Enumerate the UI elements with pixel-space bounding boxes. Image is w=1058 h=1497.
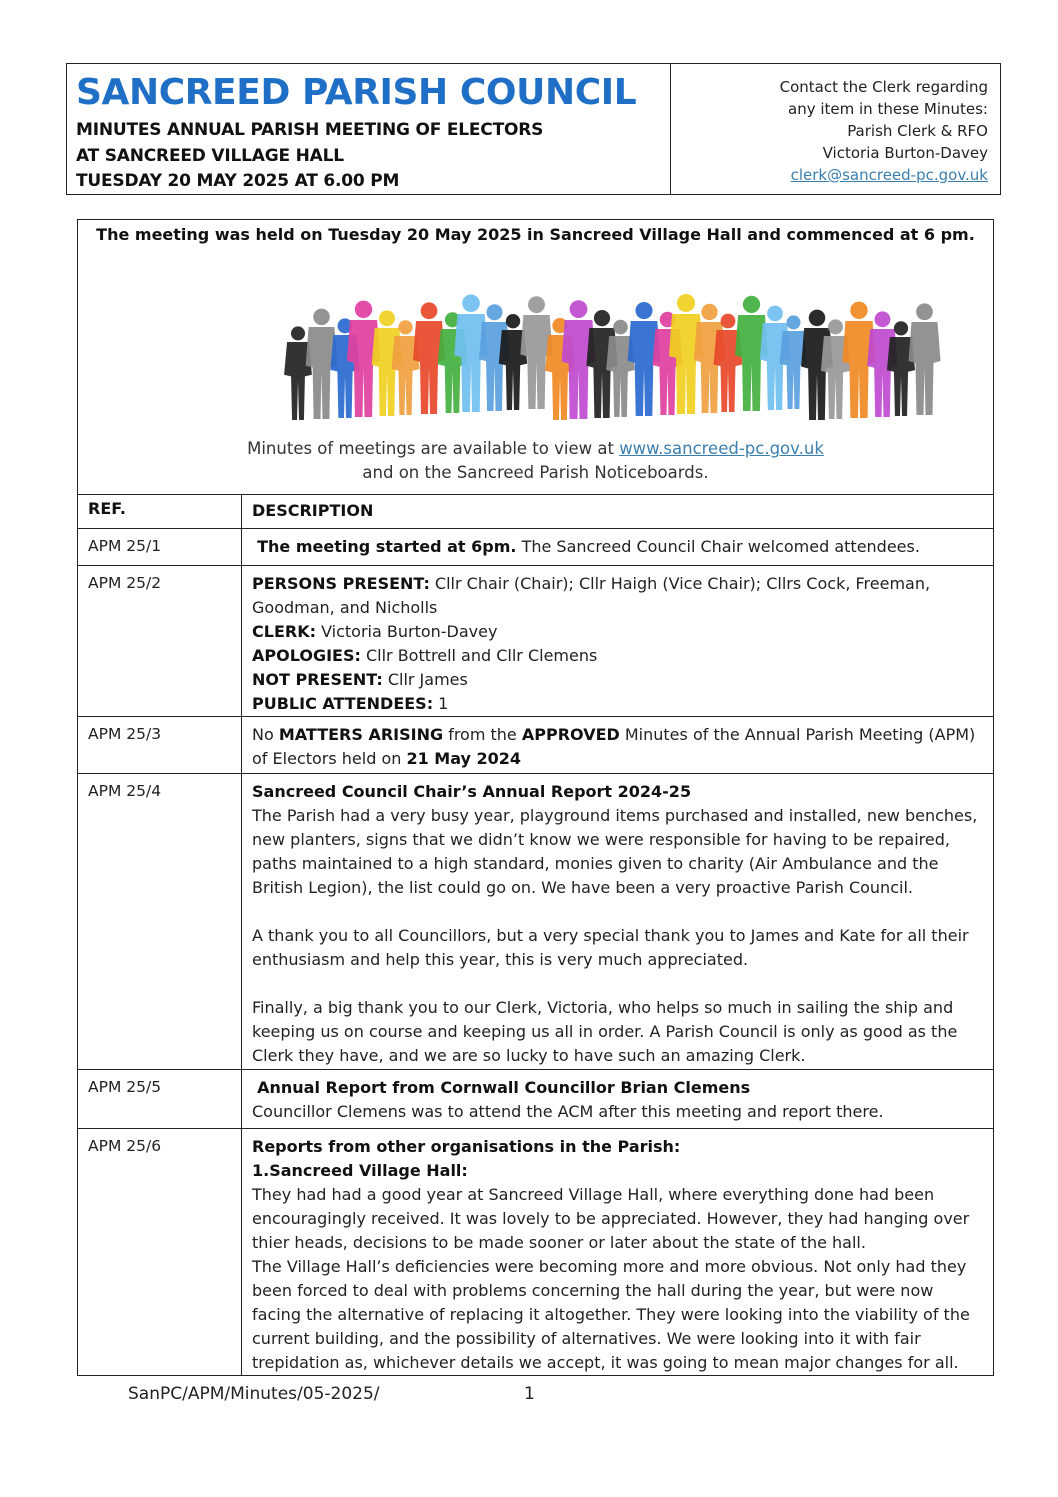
village-hall-subheading: 1.Sancreed Village Hall: [252, 1161, 468, 1180]
chair-report-paragraph-2: A thank you to all Councillors, but a very special thank you to James and Kate for all their enthusiasm and help this year, this is very much appreciated. [252, 926, 969, 969]
row-description [242, 566, 994, 717]
public-attendees-text: 1 [433, 694, 449, 713]
row-description [242, 1129, 994, 1376]
contact-line-3: Parish Clerk & RFO [847, 122, 988, 140]
page-number: 1 [524, 1384, 535, 1404]
contact-line-4: Victoria Burton-Davey [822, 144, 988, 162]
clerk-label: CLERK: [252, 622, 316, 641]
column-header-description: DESCRIPTION [242, 495, 994, 529]
intro-cell [78, 220, 994, 495]
table-row [78, 1070, 994, 1129]
bold-text: MATTERS ARISING [278, 725, 444, 744]
meeting-intro: The meeting was held on Tuesday 20 May 2025 in Sancreed Village Hall and commenced at 6 pm. [96, 225, 975, 244]
header-line-2: AT SANCREED VILLAGE HALL [76, 145, 344, 166]
row-description [242, 529, 994, 566]
table-row [78, 717, 994, 774]
bold-text: The meeting started at 6pm. [257, 537, 517, 556]
header-title-block [67, 64, 671, 194]
not-present-text: Cllr James [382, 670, 468, 689]
row-ref: APM 25/3 [78, 717, 242, 774]
body-text: No [252, 725, 279, 744]
apologies-label: APOLOGIES: [252, 646, 361, 665]
table-row [78, 529, 994, 566]
contact-block [671, 64, 1000, 194]
chair-report-heading: Sancreed Council Chair’s Annual Report 2024-25 [252, 782, 692, 801]
noticeboards-line: and on the Sancreed Parish Noticeboards. [362, 463, 709, 482]
cornwall-report-heading: Annual Report from Cornwall Councillor Brian Clemens [257, 1078, 751, 1097]
row-description [242, 717, 994, 774]
minutes-table [77, 219, 994, 1376]
clerk-text: Victoria Burton-Davey [315, 622, 498, 641]
council-name: SANCREED PARISH COUNCIL [76, 72, 637, 113]
row-ref: APM 25/6 [78, 1129, 242, 1376]
person-figure [908, 303, 940, 415]
table-header-row [78, 495, 994, 529]
header-line-3: TUESDAY 20 MAY 2025 AT 6.00 PM [76, 171, 400, 191]
chair-report-paragraph-3: Finally, a big thank you to our Clerk, Victoria, who helps so much in sailing the ship and keeping us on course and keeping us all in order. A Parish Council is only as good as the Clerk they have, and we are so lucky to have such an amazing Clerk. [252, 998, 958, 1065]
row-ref: APM 25/1 [78, 529, 242, 566]
crowd-illustration [238, 270, 978, 430]
minutes-availability-line [78, 437, 993, 461]
cornwall-report-text: Councillor Clemens was to attend the ACM after this meeting and report there. [252, 1102, 884, 1121]
row-ref: APM 25/4 [78, 774, 242, 1070]
table-row [78, 566, 994, 717]
body-text: from the [443, 725, 522, 744]
contact-line-2: any item in these Minutes: [788, 100, 988, 118]
persons-present-label: PERSONS PRESENT: [252, 574, 430, 593]
persons-present-text: Cllr Chair (Chair); Cllr Haigh (Vice Chair); Cllrs Cock, Freeman, Goodman, and Nicholls [252, 574, 931, 617]
bold-text: 21 May 2024 [406, 749, 522, 768]
other-reports-heading: Reports from other organisations in the Parish: [252, 1137, 681, 1156]
village-hall-paragraph-2: The Village Hall’s deficiencies were becoming more and more obvious. Not only had they been forced to deal with problems concerning the hall during the year, but were now facing the alternative of replacing it altogether. They were looking into the viability of the current building, and the possibility of alternatives. We were looking into it with fair trepidation as, whichever details we accept, it was going to mean major changes for all. [252, 1257, 970, 1372]
not-present-label: NOT PRESENT: [252, 670, 383, 689]
website-link[interactable]: www.sancreed-pc.gov.uk [619, 439, 824, 458]
header-line-1: MINUTES ANNUAL PARISH MEETING OF ELECTORS [76, 120, 544, 140]
row-ref: APM 25/5 [78, 1070, 242, 1129]
table-row [78, 1129, 994, 1376]
bold-text: APPROVED [521, 725, 620, 744]
public-attendees-label: PUBLIC ATTENDEES: [252, 694, 434, 713]
contact-line-1: Contact the Clerk regarding [779, 78, 988, 96]
document-reference: SanPC/APM/Minutes/05-2025/ [128, 1384, 380, 1404]
chair-report-paragraph-1: The Parish had a very busy year, playground items purchased and installed, new benches, new planters, signs that we didn’t know we were responsible for having to be repaired, paths maintained to a high standard, monies given to charity (Air Ambulance and the British Legion), the list could go on. We have been a very proactive Parish Council. [252, 806, 978, 897]
column-header-ref: REF. [78, 495, 242, 529]
minutes-availability-text: Minutes of meetings are available to view at [247, 439, 620, 458]
body-text: Minutes of the Annual Parish Meeting (APM) of Electors held on [252, 725, 976, 768]
body-text: The Sancreed Council Chair welcomed attendees. [516, 537, 920, 556]
table-row [78, 774, 994, 1070]
village-hall-paragraph-1: They had had a good year at Sancreed Village Hall, where everything done had been encouragingly received. It was lovely to be appreciated. However, they had hanging over thier heads, decisions to be made sooner or later about the state of the hall. [252, 1185, 970, 1252]
row-description [242, 1070, 994, 1129]
clerk-email-link[interactable]: clerk@sancreed-pc.gov.uk [790, 166, 988, 184]
row-ref: APM 25/2 [78, 566, 242, 717]
document-header [66, 63, 1001, 195]
apologies-text: Cllr Bottrell and Cllr Clemens [360, 646, 598, 665]
row-description [242, 774, 994, 1070]
